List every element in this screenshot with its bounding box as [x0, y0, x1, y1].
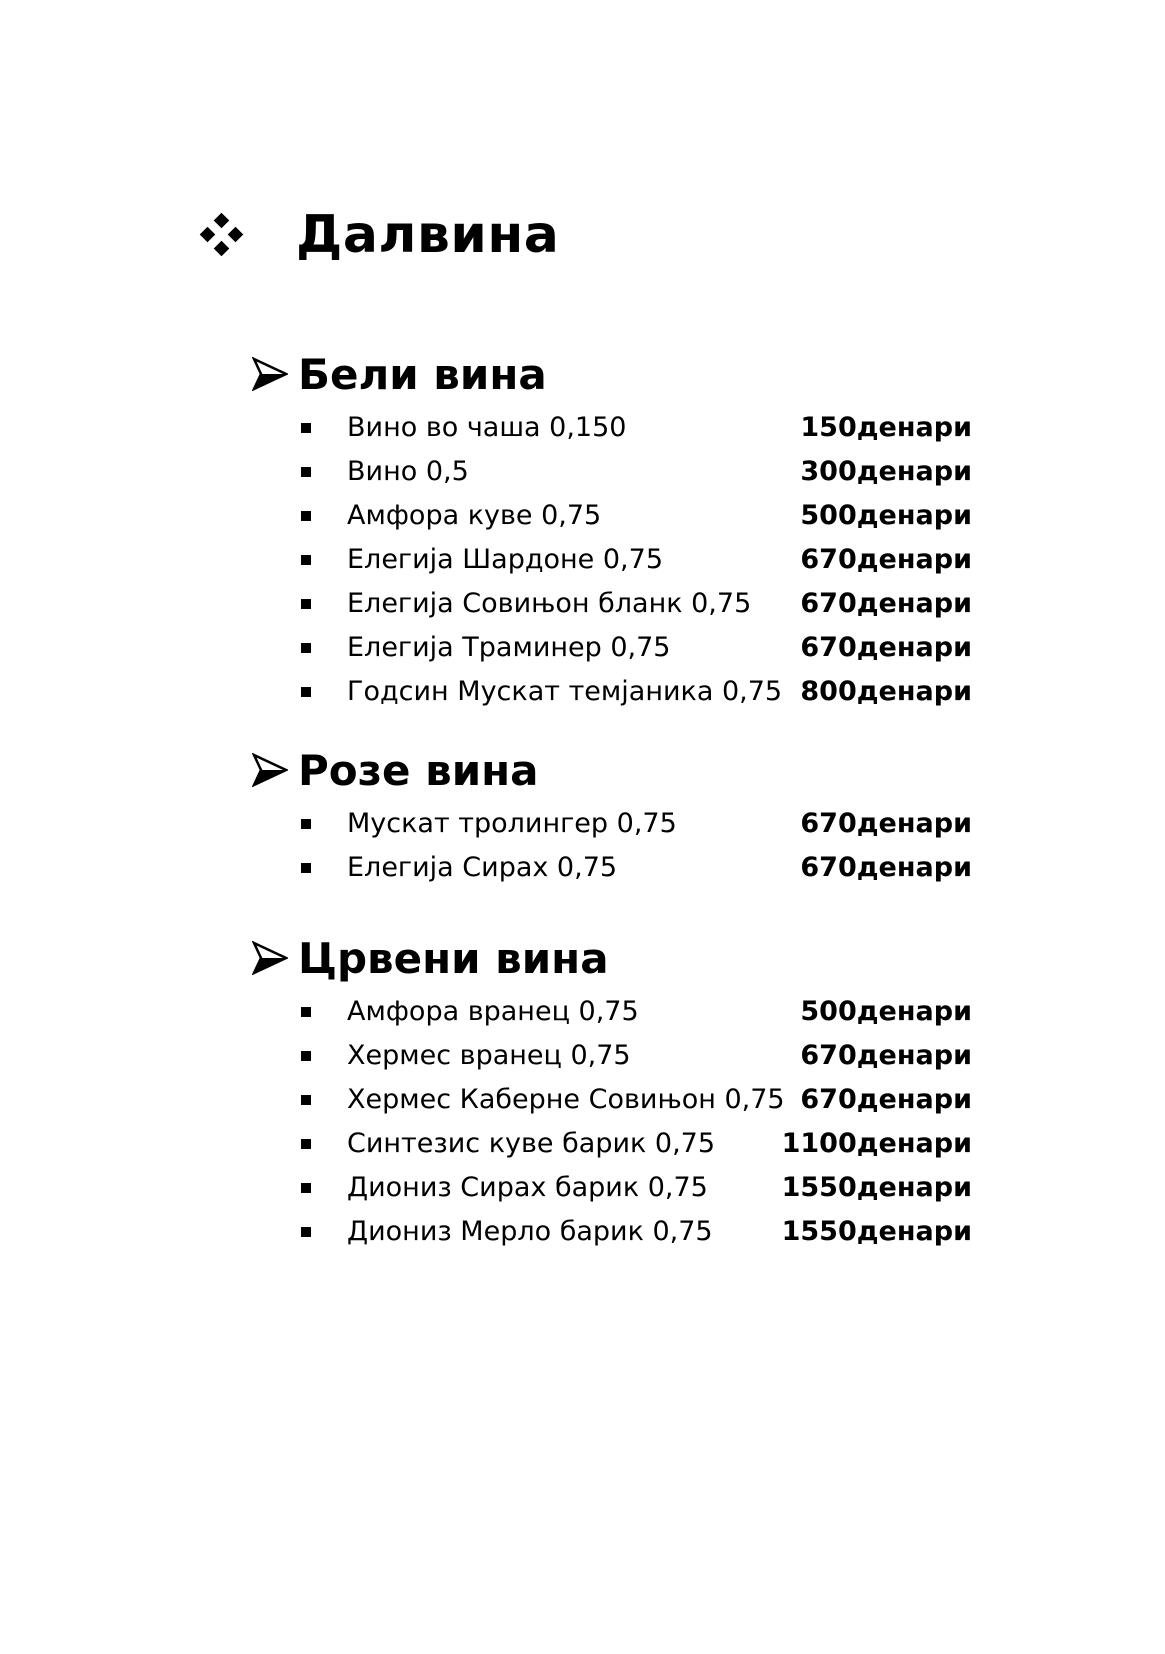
section-header	[252, 742, 972, 798]
list-item	[252, 582, 972, 626]
item-name: Годсин Мускат темјаника 0,75	[347, 676, 783, 707]
list-item	[252, 990, 972, 1034]
section-red-wines	[252, 930, 972, 1254]
square-bullet-icon	[301, 863, 311, 873]
list-item	[252, 626, 972, 670]
square-bullet-icon	[301, 643, 311, 653]
square-bullet-icon	[301, 1095, 311, 1105]
square-bullet-icon	[301, 511, 311, 521]
item-price: 670денари	[800, 808, 972, 839]
list-item	[252, 538, 972, 582]
section-title: Црвени вина	[298, 933, 609, 983]
list-item	[252, 494, 972, 538]
item-price: 300денари	[800, 456, 972, 487]
item-price: 670денари	[800, 1084, 972, 1115]
item-price: 1550денари	[781, 1172, 972, 1203]
arrowhead-icon	[252, 753, 288, 787]
item-price: 500денари	[800, 996, 972, 1027]
square-bullet-icon	[301, 1183, 311, 1193]
square-bullet-icon	[301, 1007, 311, 1017]
section-title: Бели вина	[298, 349, 547, 399]
item-name: Елегија Совињон бланк 0,75	[347, 588, 752, 619]
wine-list	[252, 990, 972, 1254]
item-name: Диониз Мерло барик 0,75	[347, 1216, 713, 1247]
square-bullet-icon	[301, 1227, 311, 1237]
item-name: Диониз Сирах барик 0,75	[347, 1172, 708, 1203]
arrowhead-icon	[252, 941, 288, 975]
list-item	[252, 406, 972, 450]
list-item	[252, 1166, 972, 1210]
square-bullet-icon	[301, 687, 311, 697]
item-name: Хермес Каберне Совињон 0,75	[347, 1084, 785, 1115]
item-name: Амфора куве 0,75	[347, 500, 602, 531]
section-white-wines	[252, 346, 972, 714]
square-bullet-icon	[301, 467, 311, 477]
item-price: 150денари	[800, 412, 972, 443]
square-bullet-icon	[301, 423, 311, 433]
item-name: Хермес вранец 0,75	[347, 1040, 631, 1071]
section-header	[252, 346, 972, 402]
list-item	[252, 802, 972, 846]
section-rose-wines	[252, 742, 972, 890]
page-title-row	[200, 200, 559, 270]
item-name: Елегија Шардоне 0,75	[347, 544, 663, 575]
item-name: Елегија Сирах 0,75	[347, 852, 618, 883]
square-bullet-icon	[301, 1051, 311, 1061]
item-price: 1100денари	[781, 1128, 972, 1159]
item-price: 670денари	[800, 1040, 972, 1071]
square-bullet-icon	[301, 819, 311, 829]
four-diamonds-icon	[200, 213, 244, 257]
section-header	[252, 930, 972, 986]
square-bullet-icon	[301, 555, 311, 565]
wine-list	[252, 406, 972, 714]
square-bullet-icon	[301, 1139, 311, 1149]
item-price: 800денари	[800, 676, 972, 707]
item-name: Вино 0,5	[347, 456, 469, 487]
list-item	[252, 450, 972, 494]
item-price: 500денари	[800, 500, 972, 531]
page-title: Далвина	[296, 205, 560, 265]
item-name: Вино во чаша 0,150	[347, 412, 627, 443]
wine-list	[252, 802, 972, 890]
item-price: 670денари	[800, 588, 972, 619]
square-bullet-icon	[301, 599, 311, 609]
item-price: 1550денари	[781, 1216, 972, 1247]
list-item	[252, 1034, 972, 1078]
item-price: 670денари	[800, 852, 972, 883]
item-name: Елегија Траминер 0,75	[347, 632, 671, 663]
list-item	[252, 1078, 972, 1122]
item-price: 670денари	[800, 544, 972, 575]
item-name: Мускат тролингер 0,75	[347, 808, 677, 839]
list-item	[252, 1210, 972, 1254]
list-item	[252, 846, 972, 890]
item-name: Амфора вранец 0,75	[347, 996, 639, 1027]
section-title: Розе вина	[298, 745, 539, 795]
item-price: 670денари	[800, 632, 972, 663]
list-item	[252, 670, 972, 714]
item-name: Синтезис куве барик 0,75	[347, 1128, 716, 1159]
list-item	[252, 1122, 972, 1166]
arrowhead-icon	[252, 357, 288, 391]
